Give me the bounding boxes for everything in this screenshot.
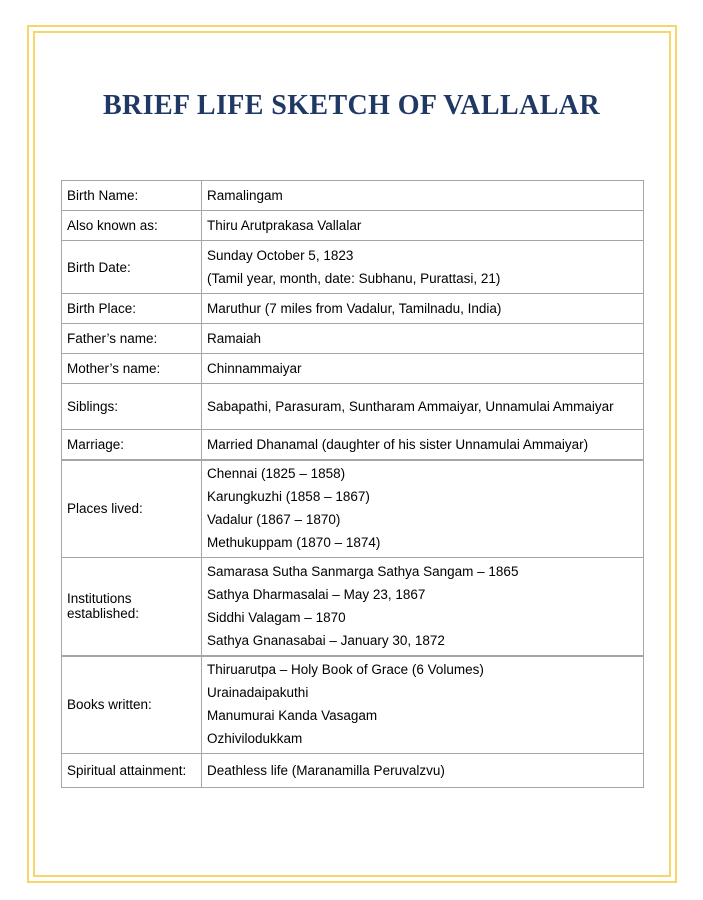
table-row <box>62 430 644 460</box>
table-row <box>62 460 644 558</box>
row-label: Father’s name: <box>62 324 202 354</box>
row-value <box>202 354 644 384</box>
row-value <box>202 656 644 754</box>
value-line: Urainadaipakuthi <box>207 685 309 701</box>
row-value <box>202 294 644 324</box>
table-row <box>62 294 644 324</box>
row-value <box>202 324 644 354</box>
value-line: Samarasa Sutha Sanmarga Sathya Sangam – 1865 <box>207 563 519 579</box>
row-label: Birth Place: <box>62 294 202 324</box>
value-line: Sunday October 5, 1823 <box>207 248 354 263</box>
table-row <box>62 241 644 294</box>
value-line: Ozhivilodukkam <box>207 731 303 747</box>
row-value <box>202 558 644 656</box>
value-line: Deathless life (Maranamilla Peruvalzvu) <box>207 763 445 778</box>
table-row <box>62 181 644 211</box>
table-row <box>62 324 644 354</box>
value-line: Vadalur (1867 – 1870) <box>207 512 341 528</box>
row-label: Birth Date: <box>62 241 202 294</box>
life-sketch-table <box>61 180 644 788</box>
row-label: Birth Name: <box>62 181 202 211</box>
table-row <box>62 354 644 384</box>
row-label: Marriage: <box>62 430 202 460</box>
value-line: Karungkuzhi (1858 – 1867) <box>207 489 370 505</box>
value-line: Sabapathi, Parasuram, Suntharam Ammaiyar, Unnamulai Ammaiyar <box>207 399 614 414</box>
row-value <box>202 384 644 430</box>
table-row <box>62 211 644 241</box>
row-value <box>202 754 644 788</box>
row-value <box>202 181 644 211</box>
row-value <box>202 430 644 460</box>
table-row <box>62 754 644 788</box>
row-label: Spiritual attainment: <box>62 754 202 788</box>
row-label: Places lived: <box>62 460 202 558</box>
value-line: Married Dhanamal (daughter of his sister Unnamulai Ammaiyar) <box>207 436 589 452</box>
row-label: Also known as: <box>62 211 202 241</box>
table-row <box>62 384 644 430</box>
value-line: Chinnammaiyar <box>207 361 302 376</box>
value-line: Thiru Arutprakasa Vallalar <box>207 218 362 233</box>
row-label: Institutions established: <box>62 558 202 656</box>
value-line: (Tamil year, month, date: Subhanu, Purattasi, 21) <box>207 271 501 286</box>
value-line: Ramaiah <box>207 331 262 346</box>
value-line: Chennai (1825 – 1858) <box>207 466 346 482</box>
row-value <box>202 211 644 241</box>
row-label: Siblings: <box>62 384 202 430</box>
value-line: Siddhi Valagam – 1870 <box>207 609 346 625</box>
table-row <box>62 656 644 754</box>
value-line: Thiruarutpa – Holy Book of Grace (6 Volumes) <box>207 662 484 678</box>
value-line: Sathya Dharmasalai – May 23, 1867 <box>207 586 426 602</box>
row-label: Mother’s name: <box>62 354 202 384</box>
value-line: Methukuppam (1870 – 1874) <box>207 535 381 551</box>
value-line: Maruthur (7 miles from Vadalur, Tamilnadu, India) <box>207 301 502 316</box>
row-value <box>202 460 644 558</box>
row-value <box>202 241 644 294</box>
page-title: BRIEF LIFE SKETCH OF VALLALAR <box>102 90 601 121</box>
value-line: Manumurai Kanda Vasagam <box>207 708 378 724</box>
value-line: Sathya Gnanasabai – January 30, 1872 <box>207 632 445 648</box>
table-row <box>62 558 644 656</box>
row-label: Books written: <box>62 656 202 754</box>
value-line: Ramalingam <box>207 188 283 203</box>
